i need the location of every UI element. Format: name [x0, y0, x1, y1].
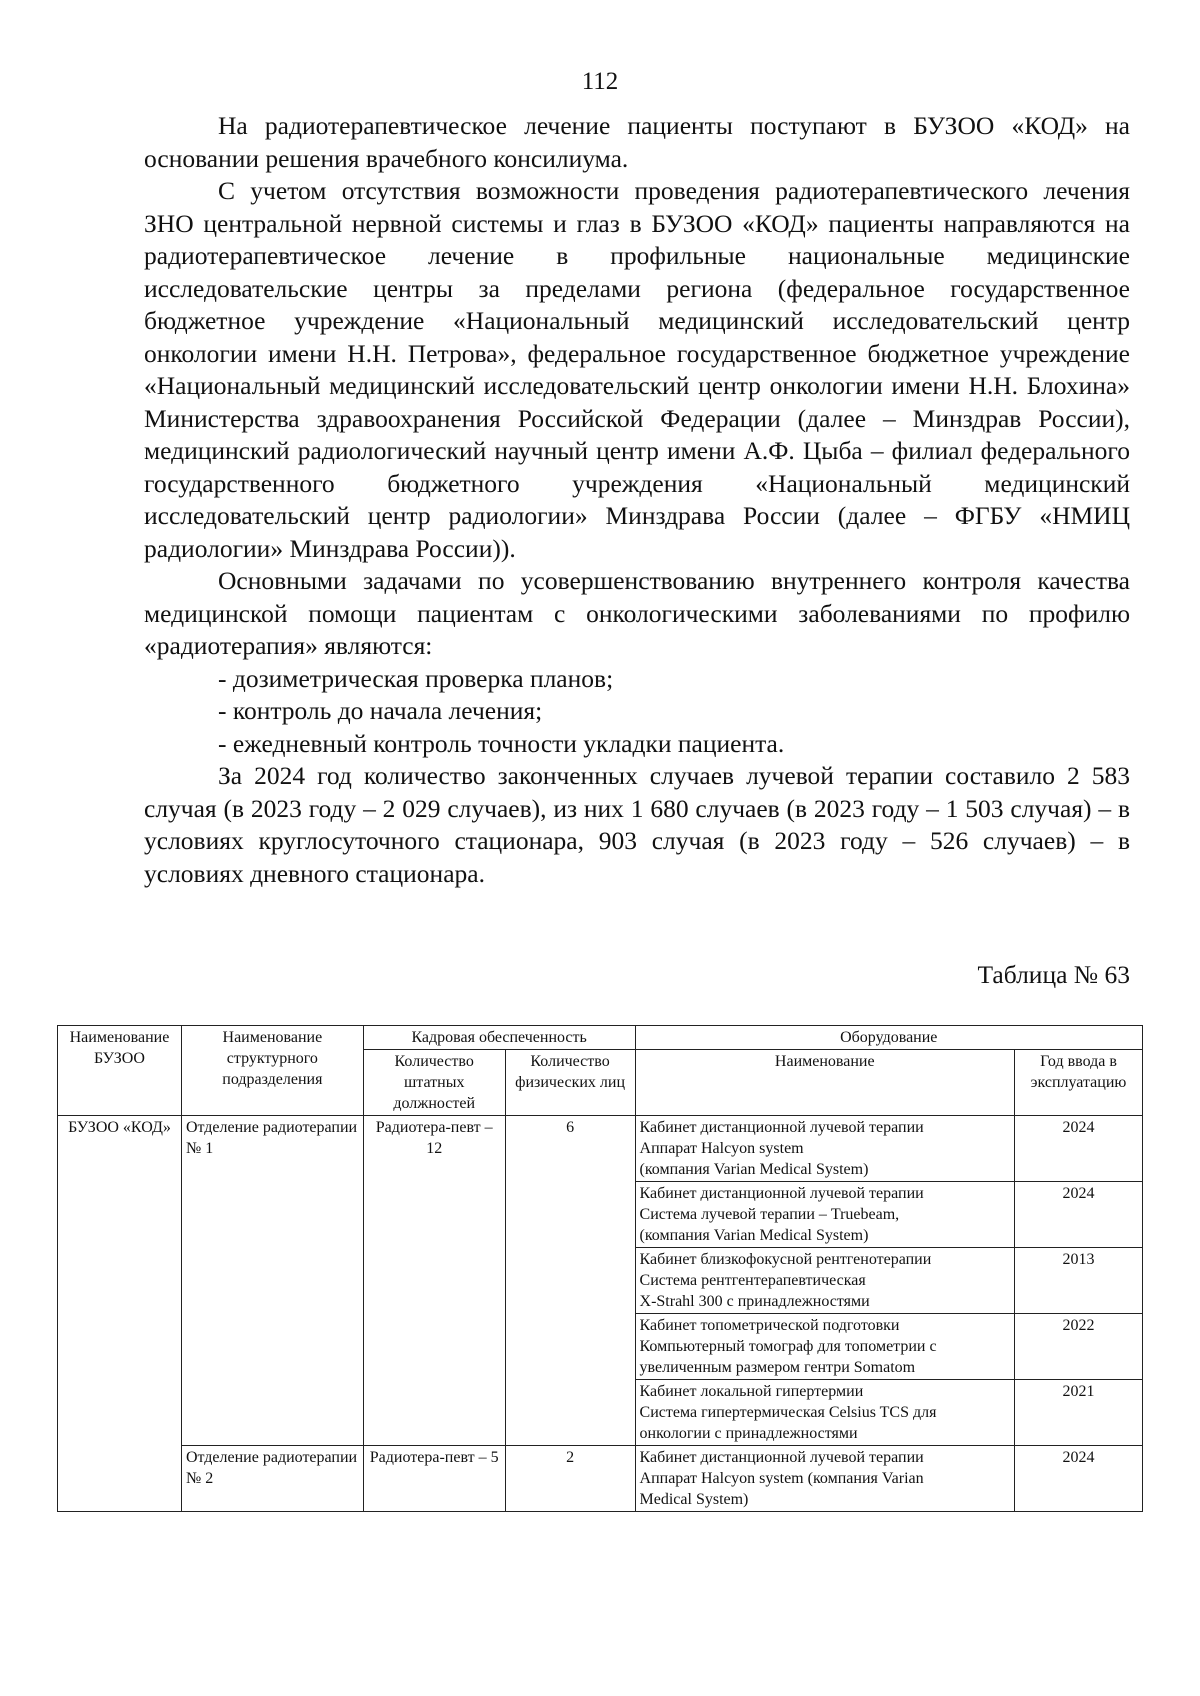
persons-cell: 2	[505, 1446, 635, 1512]
table-caption: Таблица № 63	[977, 960, 1130, 989]
persons-cell: 6	[505, 1116, 635, 1446]
list-item: - ежедневный контроль точности укладки пациента.	[218, 728, 785, 758]
page-number: 112	[581, 68, 619, 95]
paragraph: За 2024 год количество законченных случаев лучевой терапии составило 2 583 случая (в 2023 году – 2 029 случаев), из них 1 680 случаев (в 2023 году – 1 503 случая) – в условиях круглосуточного стационара, 903 случая (в 2023 году – 526 случаев) – в условиях дневного стационара.	[144, 761, 1130, 888]
unit-name-cell: Отделение радиотерапии № 1	[181, 1116, 363, 1446]
header-equipment: Оборудование	[635, 1026, 1142, 1050]
year-cell: 2024	[1015, 1116, 1143, 1182]
list-item: - дозиметрическая проверка планов;	[218, 663, 614, 693]
header-equipment-name: Наименование	[635, 1050, 1014, 1116]
year-cell: 2021	[1015, 1380, 1143, 1446]
equipment-cell	[635, 1248, 1014, 1314]
equipment-device: Система рентгентерапевтическая	[639, 1272, 866, 1289]
list-item: - контроль до начала лечения;	[218, 696, 543, 725]
year-cell: 2013	[1015, 1248, 1143, 1314]
paragraph: На радиотерапевтическое лечение пациенты поступают в БУЗОО «КОД» на основании решения врачебного консилиума.	[144, 111, 1130, 173]
year-cell: 2022	[1015, 1314, 1143, 1380]
equipment-cell	[635, 1314, 1014, 1380]
equipment-vendor: X-Strahl 300 с принадлежностями	[639, 1293, 870, 1310]
equipment-vendor: (компания Varian Medical System)	[639, 1161, 869, 1178]
equipment-vendor: (компания Varian Medical System)	[639, 1227, 869, 1244]
equipment-cell	[635, 1182, 1014, 1248]
equipment-cell	[635, 1446, 1014, 1512]
equipment-room: Кабинет топометрической подготовки	[639, 1317, 900, 1334]
equipment-device: Аппарат Halcyon system	[639, 1140, 804, 1157]
equipment-vendor: увеличенным размером гентри Somatom	[639, 1359, 916, 1376]
table-row	[58, 1446, 1143, 1512]
header-staffing: Кадровая обеспеченность	[363, 1026, 635, 1050]
equipment-table	[57, 1025, 1143, 1512]
header-staff-positions: Количество штатных должностей	[363, 1050, 505, 1116]
table-header-row	[58, 1026, 1143, 1050]
equipment-room: Кабинет дистанционной лучевой терапии	[639, 1119, 924, 1136]
header-unit-name: Наименование структурного подразделения	[181, 1026, 363, 1116]
paragraph: Основными задачами по усовершенствованию внутреннего контроля качества медицинской помощи пациентам с онкологическими заболеваниями по профилю «радиотерапия» являются:	[144, 566, 1130, 660]
equipment-cell	[635, 1380, 1014, 1446]
equipment-room: Кабинет локальной гипертермии	[639, 1383, 864, 1400]
header-org-name: Наименование БУЗОО	[58, 1026, 182, 1116]
year-cell: 2024	[1015, 1182, 1143, 1248]
paragraph: С учетом отсутствия возможности проведения радиотерапевтического лечения ЗНО центральной нервной системы и глаз в БУЗОО «КОД» пациенты направляются на радиотерапевтическое лечение в профильные национальные медицинские исследовательские центры за пределами региона (федеральное государственное бюджетное учреждение «Национальный медицинский исследовательский центр онкологии имени Н.Н. Петрова», федеральное государственное бюджетное учреждение «Национальный медицинский исследовательский центр онкологии имени Н.Н. Блохина» Министерства здравоохранения Российской Федерации (далее – Минздрав России), медицинский радиологический научный центр имени А.Ф. Цыба – филиал федерального государственного бюджетного учреждения «Национальный медицинский исследовательский центр радиологии» Минздрава России (далее – ФГБУ «НМИЦ радиологии» Минздрава России)).	[144, 176, 1130, 563]
equipment-device: Аппарат Halcyon system (компания Varian	[639, 1470, 924, 1487]
equipment-device: Компьютерный томограф для топометрии с	[639, 1338, 937, 1355]
equipment-device: Система лучевой терапии – Truebeam,	[639, 1206, 900, 1223]
unit-name-cell: Отделение радиотерапии № 2	[181, 1446, 363, 1512]
header-year: Год ввода в эксплуатацию	[1015, 1050, 1143, 1116]
equipment-cell	[635, 1116, 1014, 1182]
equipment-room: Кабинет близкофокусной рентгенотерапии	[639, 1251, 932, 1268]
org-cell: БУЗОО «КОД»	[58, 1116, 182, 1512]
equipment-device: Система гипертермическая Celsius TCS для	[639, 1404, 937, 1421]
year-cell: 2024	[1015, 1446, 1143, 1512]
equipment-vendor: онкологии с принадлежностями	[639, 1425, 858, 1442]
equipment-vendor: Medical System)	[639, 1491, 749, 1508]
header-staff-persons: Количество физических лиц	[505, 1050, 635, 1116]
equipment-room: Кабинет дистанционной лучевой терапии	[639, 1449, 924, 1466]
equipment-room: Кабинет дистанционной лучевой терапии	[639, 1185, 924, 1202]
positions-cell: Радиотера-певт – 5	[363, 1446, 505, 1512]
positions-cell: Радиотера-певт – 12	[363, 1116, 505, 1446]
table-row	[58, 1116, 1143, 1182]
body-text	[144, 110, 1130, 890]
